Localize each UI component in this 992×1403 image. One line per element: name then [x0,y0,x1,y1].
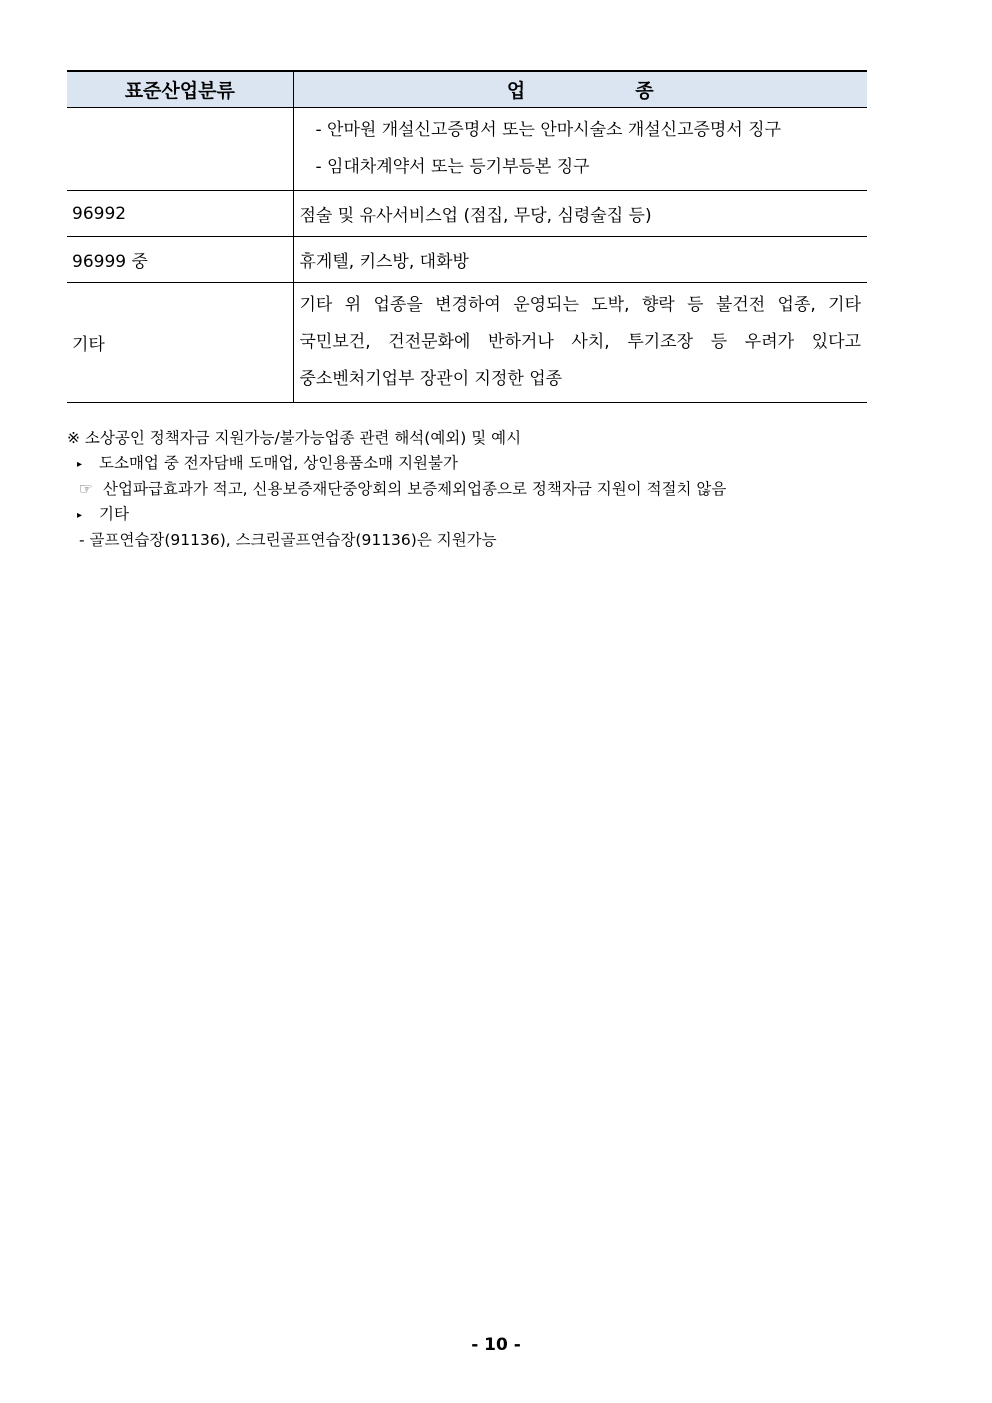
industry-table [67,70,867,403]
triangle-bullet-icon: ▸ [77,459,83,470]
industry-table-container [67,70,867,403]
note-detail [67,477,726,502]
note-item [67,502,726,528]
row-code-cell: 96992 [67,191,293,237]
note-item-text: 기타 [99,505,129,523]
row-industry-cell [293,283,867,403]
row-line: - 임대차계약서 또는 등기부등본 징구 [315,157,590,177]
row-code-cell: 기타 [67,283,293,403]
table-row [67,283,867,403]
page-number: - 10 - [471,1335,521,1355]
notes-section [67,426,726,553]
table-header-row [67,71,867,108]
row-line: - 안마원 개설신고증명서 또는 안마시술소 개설신고증명서 징구 [315,120,782,140]
header-industry-part-b: 종 [635,80,654,102]
table-row [67,237,867,283]
row-line: 중소벤처기업부 장관이 지정한 업종 [299,369,563,389]
table-row [67,108,867,191]
row-line: 기타 위 업종을 변경하여 운영되는 도박, 향락 등 불건전 업종, 기타 [299,295,861,315]
note-item-text: 도소매업 중 전자담배 도매업, 상인용품소매 지원불가 [99,454,458,472]
header-standard-classification: 표준산업분류 [67,71,293,108]
row-industry-cell: 휴게텔, 키스방, 대화방 [293,237,867,283]
row-industry-cell: 점술 및 유사서비스업 (점집, 무당, 심령술집 등) [293,191,867,237]
triangle-bullet-icon: ▸ [77,510,83,521]
row-code-cell: 96999 중 [67,237,293,283]
note-item [67,451,726,477]
notes-title: ※ 소상공인 정책자금 지원가능/불가능업종 관련 해석(예외) 및 예시 [67,429,522,447]
row-code-cell [67,108,293,191]
header-industry [293,71,867,108]
row-line: 국민보건, 건전문화에 반하거나 사치, 투기조장 등 우려가 있다고 [299,332,861,352]
note-detail-text: 산업파급효과가 적고, 신용보증재단중앙회의 보증제외업종으로 정책자금 지원이 적절치 않음 [103,480,727,498]
note-detail-text: - 골프연습장(91136), 스크린골프연습장(91136)은 지원가능 [79,531,497,549]
header-industry-part-a: 업 [506,80,526,102]
table-row [67,191,867,237]
row-industry-cell [293,108,867,191]
pointing-hand-icon: ☞ [79,480,93,498]
